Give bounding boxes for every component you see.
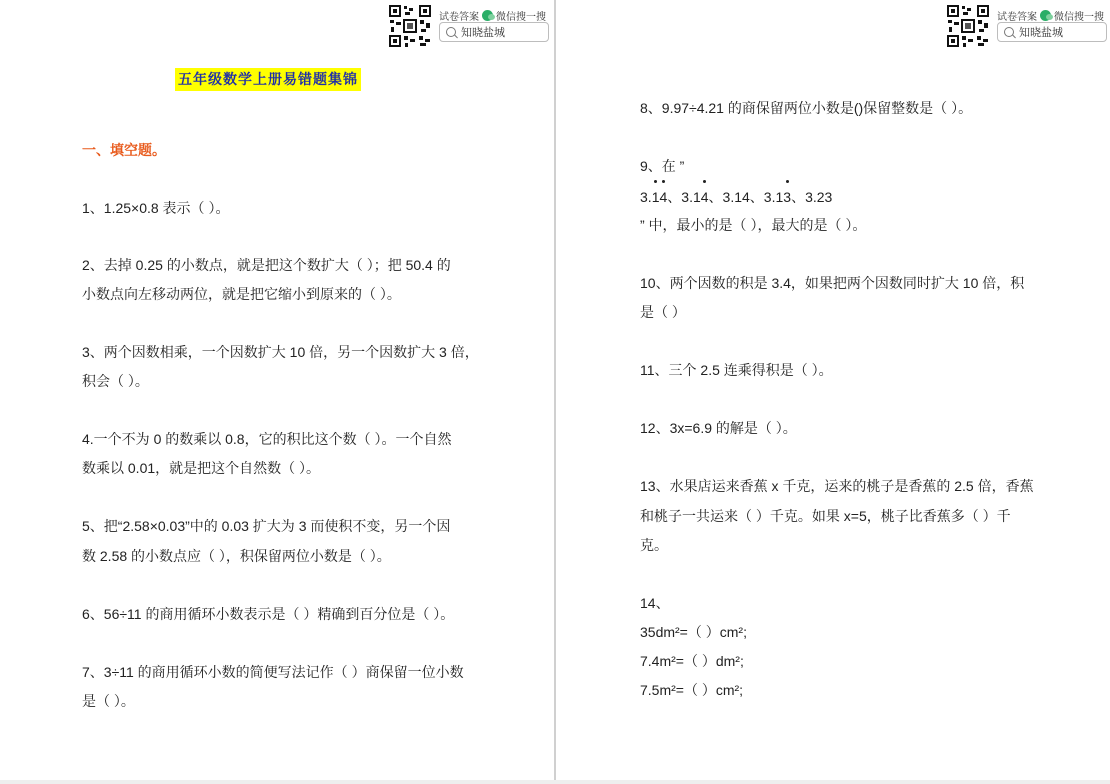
search-icon [1004,27,1014,37]
search-box[interactable] [997,22,1107,42]
question-9-line-3: ” 中，最小的是（ ），最大的是（ ）。 [640,217,867,233]
repeating-digit: 1 [652,183,660,212]
question-13-line-1: 13、水果店运来香蕉 x 千克，运来的桃子是香蕉的 2.5 倍，香蕉 [640,478,1034,494]
page-header [388,4,553,48]
brand-label: 试卷答案 [997,12,1037,23]
question-13-line-3: 克。 [640,537,668,553]
question-7-line-2: 是（ ）。 [82,693,135,709]
separator: 、 [667,189,682,205]
question-3-line-2: 积会（ ）。 [82,373,149,389]
wechat-icon [1040,10,1051,21]
repeating-digit: 3 [783,183,791,212]
number-a-prefix: 3. [640,189,652,205]
qr-code-icon [946,4,990,48]
wechat-search-label: 微信搜一搜 [496,12,546,23]
page-header [946,4,1110,48]
bottom-edge [0,780,1110,784]
question-7-line-1: 7、3÷11 的商用循环小数的简便写法记作（ ）商保留一位小数 [82,664,464,680]
question-12: 12、3x=6.9 的解是（ ）。 [640,420,797,436]
question-2-line-1: 2、去掉 0.25 的小数点，就是把这个数扩大（ ）；把 50.4 的 [82,257,451,273]
search-value: 知晓盐城 [461,27,505,39]
question-9-line-1: 9、在 ” [640,158,685,174]
question-4-line-1: 4.一个不为 0 的数乘以 0.8，它的积比这个数（ ）。一个自然 [82,431,452,447]
qr-code-icon [388,4,432,48]
search-value: 知晓盐城 [1019,27,1063,39]
number-d-prefix: 3.1 [763,189,784,205]
question-9-numbers [640,183,832,212]
question-10-line-1: 10、两个因数的积是 3.4，如果把两个因数同时扩大 10 倍，积 [640,275,1025,291]
question-8: 8、9.97÷4.21 的商保留两位小数是()保留整数是（ ）。 [640,100,973,116]
separator: 、 [749,189,764,205]
repeating-digit: 4 [701,183,709,212]
question-4-line-2: 数乘以 0.01，就是把这个自然数（ ）。 [82,460,321,476]
question-14-a: 35dm²=（ ）cm²; [640,624,747,640]
question-14: 14、 [640,595,670,611]
question-11: 11、三个 2.5 连乘得积是（ ）。 [640,362,833,378]
question-5-line-2: 数 2.58 的小数点应（ ），积保留两位小数是（ ）。 [82,548,391,564]
question-13-line-2: 和桃子一共运来（ ）千克。如果 x=5，桃子比香蕉多（ ）千 [640,508,1011,524]
number-b-prefix: 3.1 [681,189,701,205]
question-1: 1、1.25×0.8 表示（ ）。 [82,200,230,216]
left-page [0,0,554,784]
right-page [556,0,1110,784]
separator: 、 [708,189,723,205]
search-box[interactable] [439,22,549,42]
question-14-b: 7.4m²=（ ）dm²; [640,653,744,669]
number-c: 3.14 [722,189,750,205]
separator: 、 [791,189,806,205]
question-14-c: 7.5m²=（ ）cm²; [640,682,744,698]
page-title: 五年级数学上册易错题集锦 [175,68,361,91]
wechat-icon [482,10,493,21]
question-3-line-1: 3、两个因数相乘，一个因数扩大 10 倍，另一个因数扩大 3 倍， [82,344,479,360]
brand-label: 试卷答案 [439,12,479,23]
question-10-line-2: 是（ ） [640,304,686,320]
repeating-digit: 4 [659,183,667,212]
question-5-line-1: 5、把“2.58×0.03”中的 0.03 扩大为 3 而使积不变，另一个因 [82,518,451,534]
question-2-line-2: 小数点向左移动两位，就是把它缩小到原来的（ ）。 [82,286,401,302]
search-icon [446,27,456,37]
number-e: 3.23 [805,189,833,205]
question-6: 6、56÷11 的商用循环小数表示是（ ）精确到百分位是（ ）。 [82,606,455,622]
wechat-search-label: 微信搜一搜 [1054,12,1104,23]
section-heading: 一、填空题。 [82,142,166,158]
